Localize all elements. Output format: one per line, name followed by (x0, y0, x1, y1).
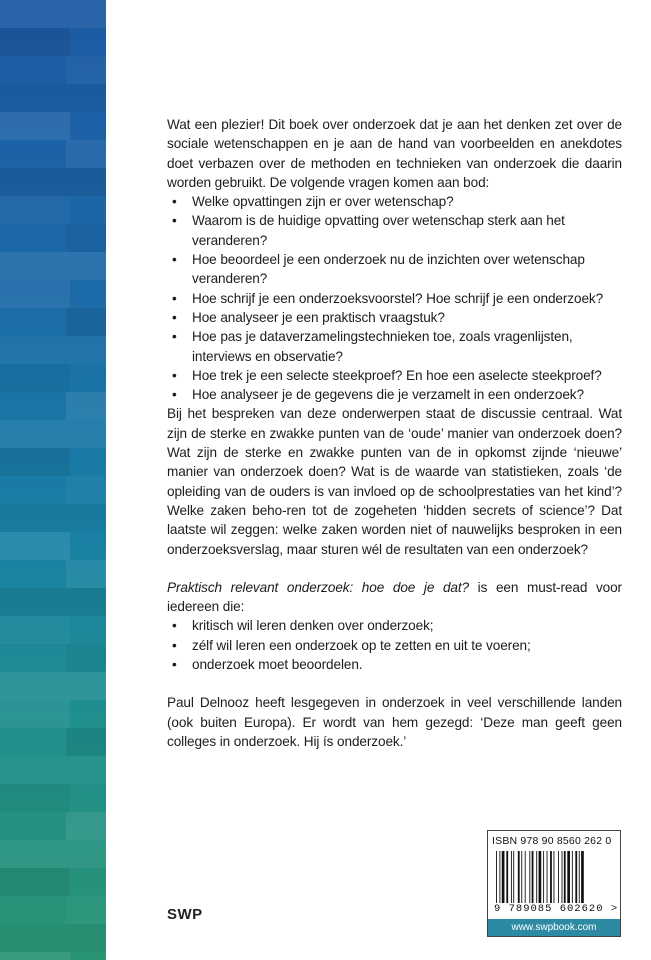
publisher-url: www.swpbook.com (488, 919, 620, 936)
barcode-bar (536, 851, 537, 903)
bullet-icon: • (172, 213, 177, 229)
barcode-bar (558, 851, 559, 903)
sidebar-band (0, 616, 70, 644)
sidebar-band (66, 224, 106, 252)
list-item: • zélf wil leren een onderzoek op te zetten en uit te voeren; (167, 636, 622, 655)
sidebar-band (66, 56, 106, 84)
back-cover-text (167, 115, 622, 751)
sidebar-band (66, 476, 106, 504)
list-item: • Hoe pas je dataverzamelingstechnieken toe, zoals vragenlijsten, interviews en observatie? (172, 329, 573, 364)
sidebar-band (0, 420, 106, 448)
sidebar-band (66, 896, 106, 924)
sidebar-band (0, 588, 106, 616)
barcode-bar (564, 851, 566, 903)
barcode-bar (575, 851, 577, 903)
barcode-block (487, 830, 621, 937)
sidebar-band (0, 952, 70, 960)
bullet-icon: • (172, 367, 177, 383)
sidebar-band (0, 28, 70, 56)
sidebar-band (66, 728, 106, 756)
barcode-number: 9 789085 602620 > (494, 903, 619, 915)
audience-list (167, 616, 622, 674)
barcode-bar (513, 851, 514, 903)
barcode-bar (567, 851, 570, 903)
barcode-bar (581, 851, 584, 903)
barcode-icon (494, 851, 616, 903)
barcode-bar (579, 851, 580, 903)
mustread-paragraph: Praktisch relevant onderzoek: hoe doe je dat? is een must-read voor iedereen die: (167, 579, 622, 615)
sidebar-band (0, 700, 70, 728)
bullet-icon: • (172, 637, 177, 653)
sidebar-band (0, 532, 70, 560)
barcode-bar (529, 851, 530, 903)
barcode-bar (572, 851, 573, 903)
sidebar-band (0, 0, 106, 28)
barcode-bar (550, 851, 552, 903)
sidebar-band (0, 336, 106, 364)
author-paragraph: Paul Delnooz heeft lesgegeven in onderzoek in veel verschillende landen (ook buiten Europa). Er wordt van hem gezegd: ‘Deze man geeft geen colleges in onderzoek. Hij ís onderzoek.’ (167, 695, 622, 749)
barcode-bar (496, 851, 497, 903)
intro-paragraph: Wat een plezier! Dit boek over onderzoek dat je aan het denken zet over de sociale wetenschappen en je aan de hand van voorbeelden en anekdotes doet verbazen over de methoden en technieken van onderzoek die daarin worden gebruikt. De volgende vragen komen aan bod: (167, 117, 622, 190)
sidebar-band (0, 924, 106, 952)
barcode-bar (518, 851, 520, 903)
sidebar-band (66, 560, 106, 588)
sidebar-band (0, 784, 70, 812)
barcode-bar (532, 851, 534, 903)
sidebar-band (0, 252, 106, 280)
bullet-icon: • (172, 194, 177, 210)
sidebar-band (0, 84, 106, 112)
discussion-paragraph: Bij het bespreken van deze onderwerpen staat de discussie centraal. Wat zijn de sterke en zwakke punten van de ‘oude’ manier van onderzoek doen? Wat zijn de sterke en zwakke punten van de in opkomst zijnde ‘nieuwe’ manier van onderzoek doen? Wat is de waarde van statistieken, zoals ‘de opleiding van de ouders is van invloed op de schoolprestaties van het kind’? Welke zaken beho-ren tot de zogeheten ‘hidden secrets of science’? Dat laatste wil zeggen: welke zaken worden niet of nauwelijks besproken in een onderzoeksverslag, maar sturen wél de resultaten van een onderzoek? (167, 406, 622, 557)
barcode-bar (562, 851, 563, 903)
sidebar-band (0, 756, 106, 784)
sidebar-band (0, 672, 106, 700)
sidebar-band (0, 364, 70, 392)
sidebar-band (66, 140, 106, 168)
book-title: Praktisch relevant onderzoek: hoe doe je dat? (167, 579, 469, 595)
barcode-bar (539, 851, 542, 903)
barcode-bar (499, 851, 500, 903)
decorative-sidebar (0, 0, 106, 960)
barcode-bar (547, 851, 548, 903)
sidebar-band (0, 448, 70, 476)
list-item: • onderzoek moet beoordelen. (167, 655, 622, 674)
bullet-icon: • (172, 657, 177, 673)
sidebar-band (0, 168, 106, 196)
bullet-icon: • (172, 618, 177, 634)
sidebar-band (0, 196, 70, 224)
bullet-icon: • (172, 309, 177, 325)
bullet-icon: • (172, 387, 177, 403)
list-item: • Hoe analyseer je een praktisch vraagstuk? (167, 308, 622, 327)
bullet-icon: • (172, 252, 177, 268)
barcode-bar (525, 851, 526, 903)
question-list (167, 192, 622, 404)
list-item: • Hoe trek je een selecte steekproef? En hoe een aselecte steekproef? (167, 366, 622, 385)
sidebar-band (66, 308, 106, 336)
list-item: • Hoe beoordeel je een onderzoek nu de inzichten over wetenschap veranderen? (172, 252, 585, 287)
bullet-icon: • (172, 329, 177, 345)
sidebar-band (0, 840, 106, 868)
barcode-bar (521, 851, 522, 903)
list-item: • Hoe schrijf je een onderzoeksvoorstel? Hoe schrijf je een onderzoek? (167, 289, 622, 308)
list-item: • Welke opvattingen zijn er over wetenschap? (167, 192, 622, 211)
barcode-bar (543, 851, 544, 903)
sidebar-band (0, 504, 106, 532)
list-item: • Hoe analyseer je de gegevens die je verzamelt in een onderzoek? (167, 385, 622, 404)
list-item: • kritisch wil leren denken over onderzoek; (167, 616, 622, 635)
barcode-bar (506, 851, 508, 903)
bullet-icon: • (172, 290, 177, 306)
sidebar-band (66, 812, 106, 840)
barcode-bar (502, 851, 505, 903)
isbn-label: ISBN 978 90 8560 262 0 (492, 835, 612, 847)
sidebar-band (0, 280, 70, 308)
barcode-bar (511, 851, 512, 903)
publisher-logo: SWP (167, 906, 203, 923)
sidebar-band (0, 112, 70, 140)
sidebar-band (66, 392, 106, 420)
barcode-bar (554, 851, 555, 903)
list-item: • Waarom is de huidige opvatting over wetenschap sterk aan het veranderen? (172, 213, 565, 248)
sidebar-band (0, 868, 70, 896)
sidebar-band (66, 644, 106, 672)
